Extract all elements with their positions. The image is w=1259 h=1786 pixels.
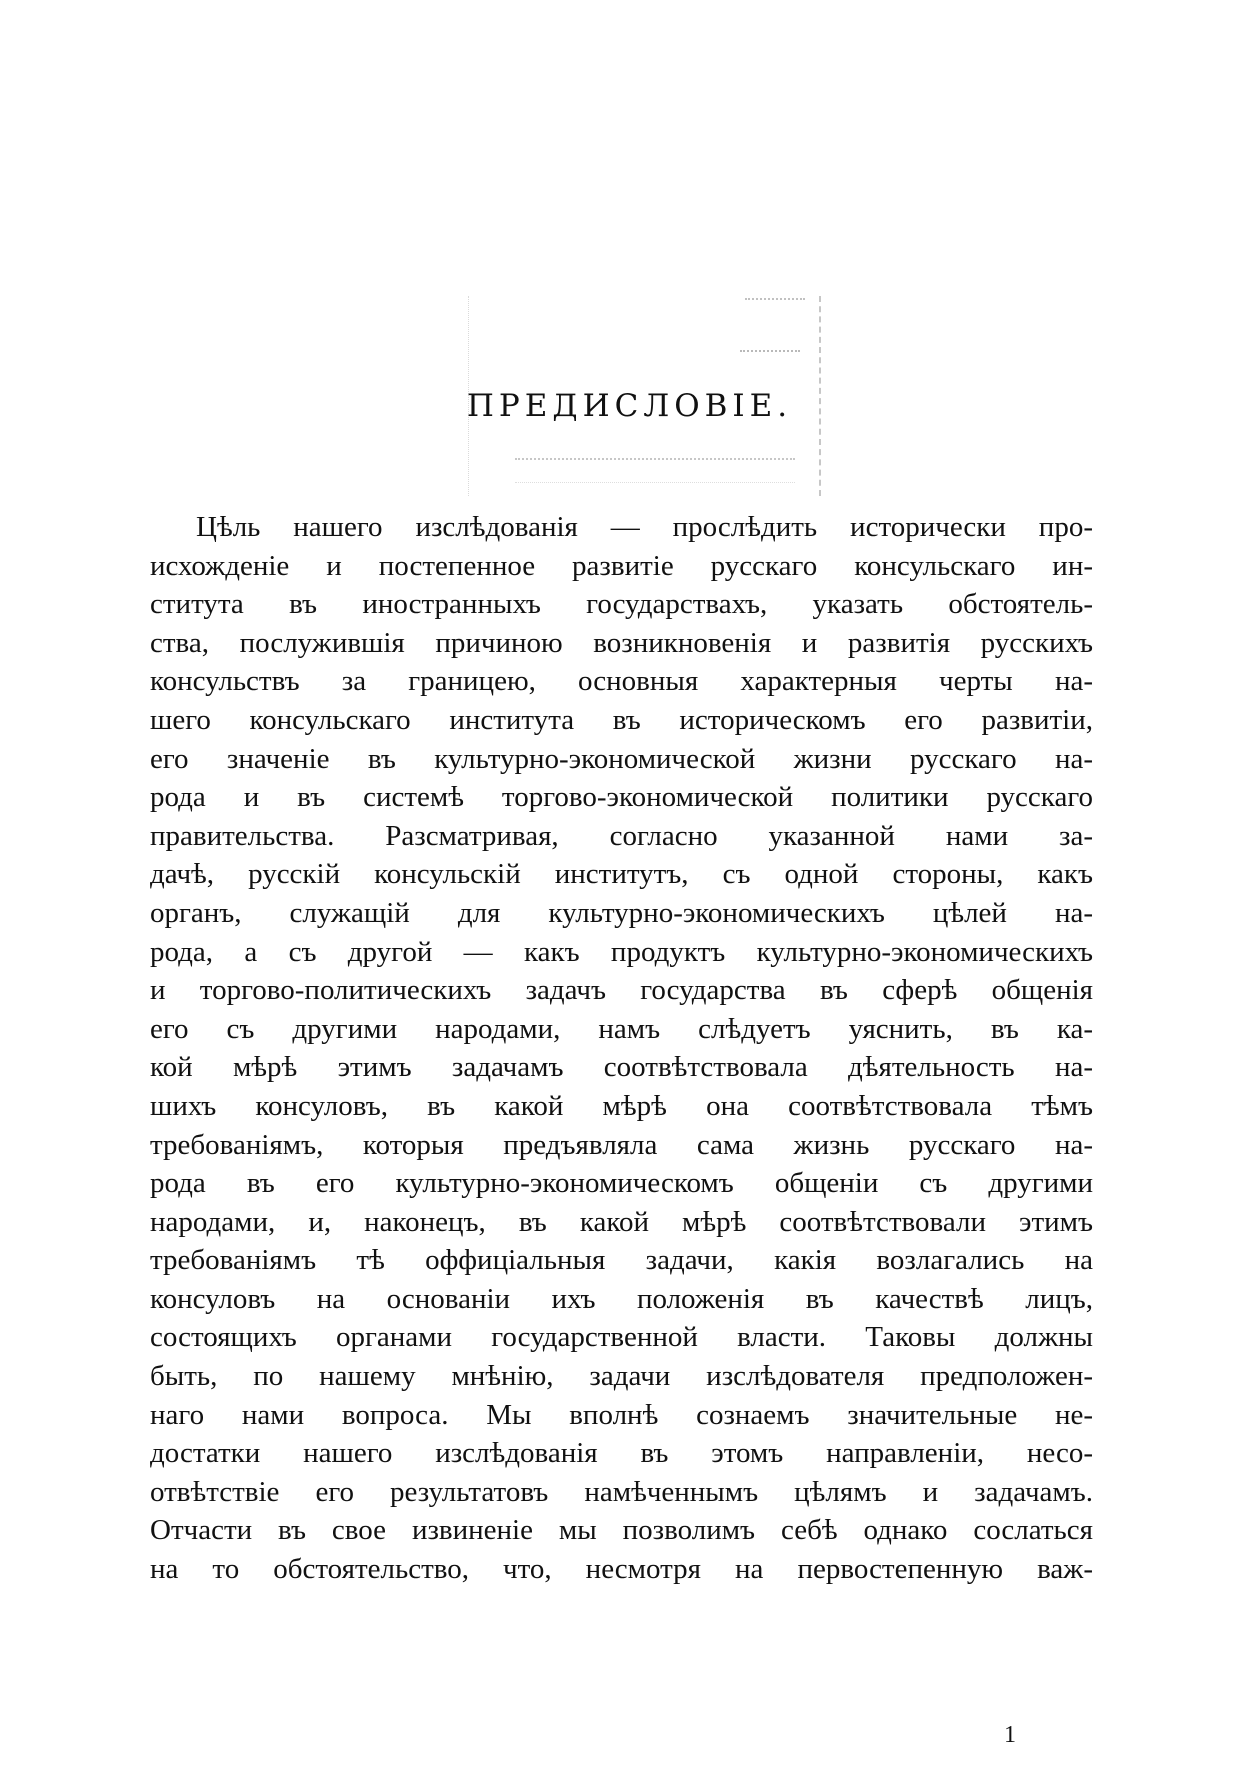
text-line: его съ другими народами, намъ слѣдуетъ уяснить, въ ка- xyxy=(150,1012,1093,1045)
text-line: требованіямъ тѣ оффиціальныя задачи, какія возлагались на xyxy=(150,1244,1093,1277)
text-line: шего консульскаго института въ историческомъ его развитіи, xyxy=(150,703,1093,736)
library-stamp-mark xyxy=(740,350,800,366)
text-line: на то обстоятельство, что, несмотря на первостепенную важ- xyxy=(150,1553,1093,1586)
text-line: Цѣль нашего изслѣдованія — прослѣдить исторически про- xyxy=(196,511,1093,543)
text-line: народами, и, наконецъ, въ какой мѣрѣ соотвѣтствовали этимъ xyxy=(150,1205,1093,1238)
text-line: требованіямъ, которыя предъявляла сама жизнь русскаго на- xyxy=(150,1128,1093,1161)
text-line: консульствъ за границею, основныя характерныя черты на- xyxy=(150,665,1093,698)
text-line: и торгово-политическихъ задачъ государства въ сферѣ общенія xyxy=(150,974,1093,1007)
text-line: рода, а съ другой — какъ продуктъ культурно-экономическихъ xyxy=(150,935,1093,968)
text-line: консуловъ на основаніи ихъ положенія въ качествѣ лицъ, xyxy=(150,1282,1093,1315)
text-line: Отчасти въ свое извиненіе мы позволимъ себѣ однако сослаться xyxy=(150,1514,1093,1547)
text-line: достатки нашего изслѣдованія въ этомъ направленіи, несо- xyxy=(150,1437,1093,1470)
page-number: 1 xyxy=(1004,1722,1016,1748)
body-text xyxy=(150,508,1093,1589)
chapter-heading: ПРЕДИСЛОВIЕ. xyxy=(466,388,793,424)
text-line: наго нами вопроса. Мы вполнѣ сознаемъ значительные не- xyxy=(150,1398,1093,1431)
text-line: рода въ его культурно-экономическомъ общеніи съ другими xyxy=(150,1167,1093,1200)
text-line: рода и въ системѣ торгово-экономической политики русскаго xyxy=(150,781,1093,814)
text-line: органъ, служащій для культурно-экономическихъ цѣлей на- xyxy=(150,896,1093,929)
text-line: исхожденіе и постепенное развитіе русскаго консульскаго ин- xyxy=(150,549,1093,582)
text-line: отвѣтствіе его результатовъ намѣченнымъ цѣлямъ и задачамъ. xyxy=(150,1475,1093,1508)
text-line: дачѣ, русскій консульскій институтъ, съ одной стороны, какъ xyxy=(150,858,1093,891)
text-line: его значеніе въ культурно-экономической жизни русскаго на- xyxy=(150,742,1093,775)
library-stamp-strip xyxy=(515,458,795,483)
text-line: кой мѣрѣ этимъ задачамъ соотвѣтствовала дѣятельность на- xyxy=(150,1051,1093,1084)
library-stamp-mark xyxy=(745,298,805,310)
text-line: ститута въ иностранныхъ государствахъ, указать обстоятель- xyxy=(150,588,1093,621)
text-line: быть, по нашему мнѣнію, задачи изслѣдователя предположен- xyxy=(150,1360,1093,1393)
text-line: правительства. Разсматривая, согласно указанной нами за- xyxy=(150,819,1093,852)
text-line: ства, послужившія причиною возникновенія и развитія русскихъ xyxy=(150,626,1093,659)
text-line: шихъ консуловъ, въ какой мѣрѣ она соотвѣтствовала тѣмъ xyxy=(150,1089,1093,1122)
text-line: состоящихъ органами государственной власти. Таковы должны xyxy=(150,1321,1093,1354)
